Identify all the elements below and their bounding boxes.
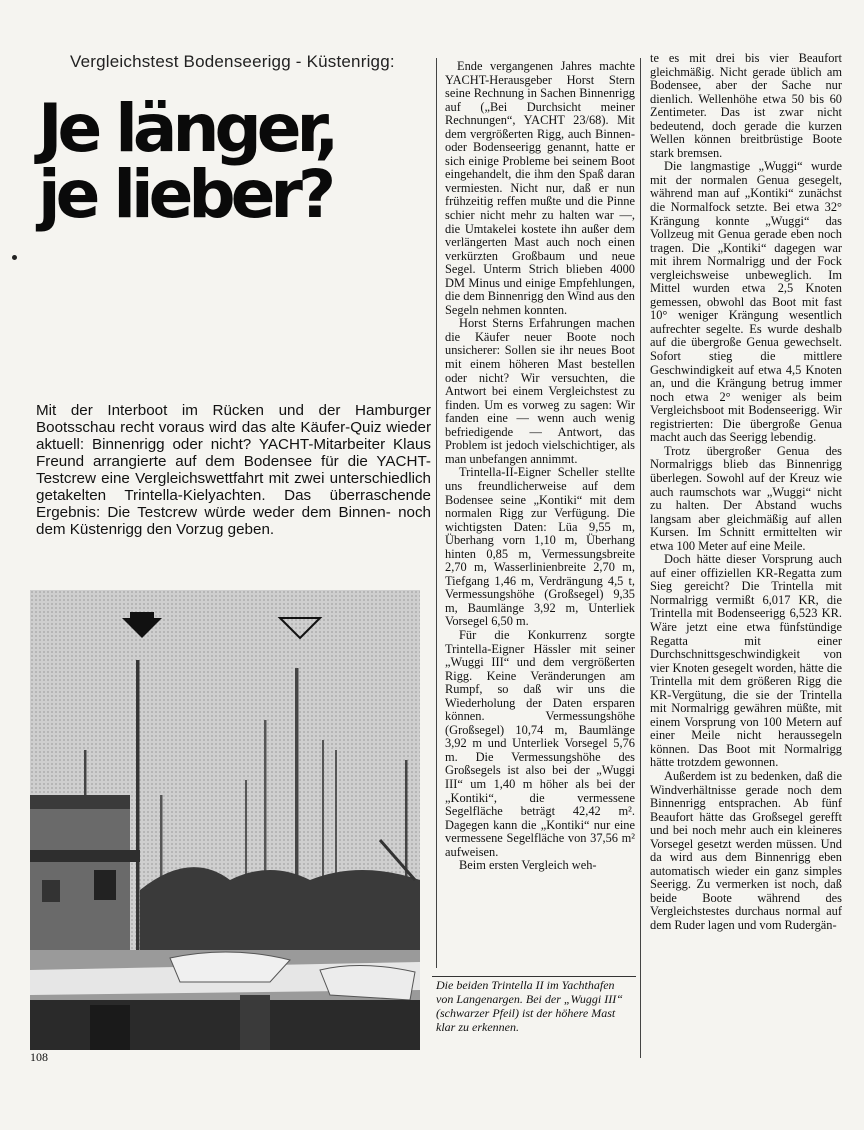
paragraph: Für die Konkurrenz sorgte Trintella-Eigner Hässler mit seiner „Wuggi III“ und dem vergrößerten Rigg. Keine Veränderungen am Rumpf, so daß wir uns die Wiederholung der Daten ersparen können. Vermessungshöhe (Großsegel) 10,74 m, Baumlänge 3,92 m und Unterliek Vorsegel 5,76 m. Die Vermessungshöhe des Großsegels ist also bei der „Wuggi III“ um 1,40 m höher als bei der „Kontiki“, die vermessene Segelfläche beträgt 42,42 m². Dagegen kann die „Kontiki“ nur eine vermessene Segelfläche von 37,56 m² aufweisen.	[445, 627, 635, 859]
headline-line-1: Je länger,	[38, 90, 335, 167]
page-number: 108	[30, 1050, 48, 1064]
column-rule-1	[436, 58, 437, 968]
paragraph: Die langmastige „Wuggi“ wurde mit der normalen Genua gesegelt, während man auf „Kontiki“ zunächst die Normalfock setzte. Bei etwa 32° Krängung konnte „Wuggi“ das Vollzeug mit Genua gerade eben noch tragen. Die „Kontiki“ dagegen war mit ihrem Normalrigg und der Fock vergleichsweise unbeweglich. Im Mittel wurden etwa 2,5 Knoten gemessen, obwohl das Boot mit fast 10° weniger Krängung wesentlich aufrechter segelte. Es wurde deshalb auf die übergroße Genua gewechselt. Sofort stieg die mittlere Geschwindigkeit auf etwa 4,5 Knoten an, und die Krängung betrug immer noch etwa 2° weniger als beim Vergleichsboot mit Bodenseerigg. Wir registrierten: Die übergroße Genua macht auch das Seerigg lebendig.	[650, 159, 842, 445]
body-column-2	[445, 60, 635, 873]
paragraph: Außerdem ist zu bedenken, daß die Windverhältnisse gerade noch dem Binnenrigg entsprachen. Ab fünf Beaufort hätte das Großsegel gerefft und bei noch mehr auch ein kleineres Vorsegel gesetzt werden müssen. Und da wird aus dem Binnenrigg eben automatisch wieder ein ganz simples Seerigg. Zu vermerken ist noch, daß beide Boote während des Vergleichstestes durchaus normal auf dem Ruder lagen und vom Rudergän-	[650, 768, 842, 932]
paragraph: Horst Sterns Erfahrungen machen die Käufer neuer Boote noch unsicherer: Sollen sie ihr neues Boot mit einem höheren Mast bestellen oder nicht? Wir versuchten, die Antwort bei einem Vergleichstest zu finden. Um es vorweg zu sagen: Wir fanden eine — wenn auch wenig befriedigende — Antwort, das Problem ist jedoch vielschichtiger, als man unbefangen annimmt.	[445, 316, 635, 466]
kicker: Vergleichstest Bodenseerigg - Küstenrigg:	[70, 52, 395, 71]
headline-line-2: je lieber?	[38, 156, 332, 233]
column-rule-2	[640, 58, 641, 1058]
paragraph: Trotz übergroßer Genua des Normalriggs blieb das Binnenrigg überlegen. Sowohl auf der Kreuz wie auch raumschots war „Wuggi“ nicht zu halten. Der Abstand wuchs langsam aber gleichmäßig auf allen Kursen. Im Schnitt ermittelten wir etwa 100 Meter auf eine Meile.	[650, 443, 842, 553]
paragraph: Beim ersten Vergleich weh-	[459, 858, 597, 873]
intro-paragraph: Mit der Interboot im Rücken und der Hamburger Bootsschau recht voraus wird das alte Käufer-Quiz wieder aktuell: Binnenrigg oder nicht? YACHT-Mitarbeiter Klaus Freund arrangierte auf dem Bodensee für die YACHT-Testcrew eine Vergleichswettfahrt mit zwei unterschiedlich getakelten Trintella-Kielyachten. Das überraschende Ergebnis: Die Testcrew würde weder dem Binnen- noch dem Küstenrigg den Vorzug geben.	[36, 402, 431, 538]
photo-caption: Die beiden Trintella II im Yachthafen von Langenargen. Bei der „Wuggi III“ (schwarzer Pfeil) ist der höhere Mast klar zu erkennen.	[436, 978, 623, 1034]
paragraph: te es mit drei bis vier Beaufort gleichmäßig. Nicht gerade üblich am Bodensee, aber der Sache nur dienlich. Wellenhöhe etwa 50 bis 60 Zentimeter. Das ist zwar nicht bedeutend, doch gerade die kurzen Wellen können breitbrüstige Boote stark bremsen.	[650, 51, 842, 160]
body-column-3	[650, 52, 842, 933]
paragraph: Trintella-II-Eigner Scheller stellte uns freundlicherweise auf dem Bodensee seine „Kontiki“ mit dem normalen Rigg zur Verfügung. Die wichtigsten Daten: Lüa 9,55 m, Überhang vorn 1,10 m, Überhang hinten 0,85 m, Vermessungsbreite 2,70 m, Wasserlinienbreite 2,70 m, Tiefgang 1,46 m, Verdrängung 4,5 t, Vermessungshöhe (Großsegel) 9,35 m, Baumlänge 3,92 m, Unterliek Vorsegel 6,50 m.	[445, 465, 635, 629]
headline	[38, 90, 433, 233]
paragraph: Ende vergangenen Jahres machte YACHT-Herausgeber Horst Stern seine Rechnung in Sachen Binnenrigg auf („Bei Durchsicht meiner Rechnungen“, YACHT 23/68). Mit dem vergrößerten Rigg, auch Binnen- oder Bodenseerigg genannt, hatte er sich einige Probleme bei seinem Boot eingehandelt, die ihm den Spaß daran vermiesten. Nicht nur, daß er nun frühzeitig reffen mußte und die Pinne schier nicht mehr zu halten war —, die Umtakelei kostete ihn außer dem verlängerten Mast auch noch einen verkürzten Großbaum und neue Segel. Unterm Strich blieben 4000 DM Minus und einige Empfehlungen, die dem Binnenrigg den Wind aus den Segeln nehmen konnten.	[445, 59, 635, 317]
paragraph: Doch hätte dieser Vorsprung auch auf einer offiziellen KR-Regatta zum Sieg gereicht? Die Trintella mit Normalrigg vermißt 6,017 KR, die Trintella mit Bodenseerigg 6,523 KR. Wäre jetzt eine etwa fünfstündige Regatta mit einer Durchschnittsgeschwindigkeit von vier Knoten gesegelt worden, hätte die Trintella mit dem größeren Rigg die KR-Vergütung, die sie der Trintella mit Normalrigg gewähren müßte, mit einem Vorsprung von 100 Metern auf einer Meile nicht heraussegeln können. Das Boot mit Normalrigg hätte trotzdem gewonnen.	[650, 552, 842, 770]
harbor-photo	[30, 590, 420, 1050]
margin-dot	[12, 255, 17, 260]
caption-rule	[432, 976, 636, 977]
